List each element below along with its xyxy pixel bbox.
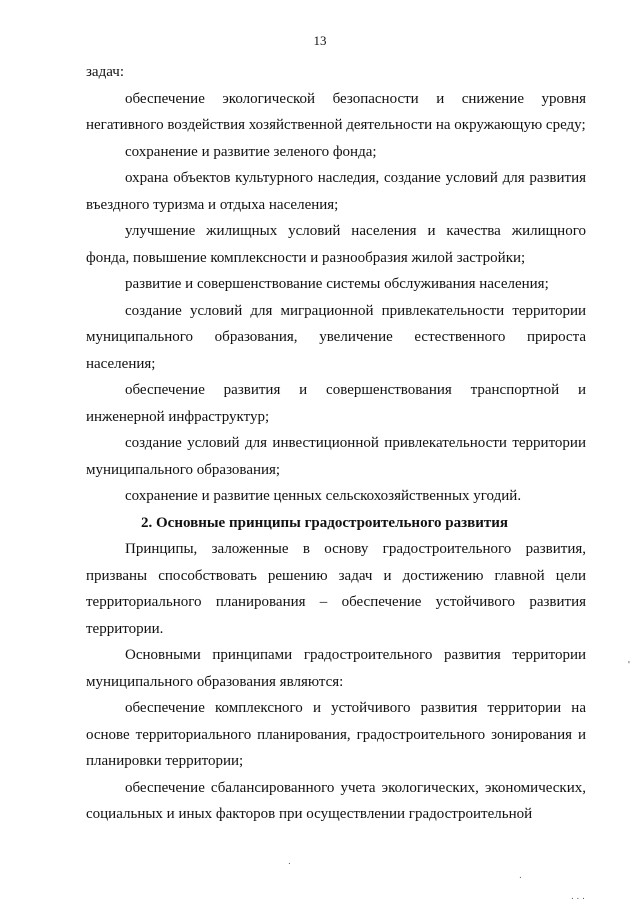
- paragraph-intro: задач:: [86, 64, 124, 80]
- paragraph-infrastructure: обеспечение развития и совершенствования транспортной и инженерной инфраструктур;: [86, 382, 586, 425]
- section-heading: 2. Основные принципы градостроительного развития: [141, 514, 508, 531]
- paragraph-main-principles: Основными принципами градостроительного развития территории муниципального образования являются:: [86, 647, 586, 690]
- paragraph-balanced-account: обеспечение сбалансированного учета экологических, экономических, социальных и иных факторов при осуществлении градостроительной: [86, 779, 586, 822]
- scan-speck: ': [628, 660, 630, 671]
- scan-speck: . . .: [571, 891, 585, 902]
- paragraph-investment: создание условий для инвестиционной привлекательности территории муниципального образования;: [86, 435, 586, 478]
- paragraph-services: развитие и совершенствование системы обслуживания населения;: [125, 276, 549, 292]
- scan-speck: .: [288, 856, 291, 867]
- paragraph-green-fund: сохранение и развитие зеленого фонда;: [125, 143, 377, 160]
- paragraph-principles: Принципы, заложенные в основу градостроительного развития, призваны способствовать решению задач и достижению главной цели территориального планирования – обеспечение устойчивого развития территории.: [86, 541, 586, 637]
- paragraph-ecology: обеспечение экологической безопасности и снижение уровня негативного воздействия хозяйственной деятельности на окружающую среду;: [86, 90, 586, 133]
- paragraph-complex-development: обеспечение комплексного и устойчивого развития территории на основе территориального планирования, градостроительного зонирования и планировки территории;: [86, 700, 586, 769]
- scan-speck: .: [519, 870, 522, 881]
- page-number: 13: [313, 33, 327, 48]
- page-content: [86, 59, 586, 828]
- paragraph-migration: создание условий для миграционной привлекательности территории муниципального образования, увеличение естественного прироста населения;: [86, 302, 586, 372]
- paragraph-heritage: охрана объектов культурного наследия, создание условий для развития въездного туризма и отдыха населения;: [86, 170, 586, 213]
- paragraph-agriculture: сохранение и развитие ценных сельскохозяйственных угодий.: [125, 488, 522, 504]
- paragraph-housing: улучшение жилищных условий населения и качества жилищного фонда, повышение комплексности и разнообразия жилой застройки;: [86, 223, 586, 266]
